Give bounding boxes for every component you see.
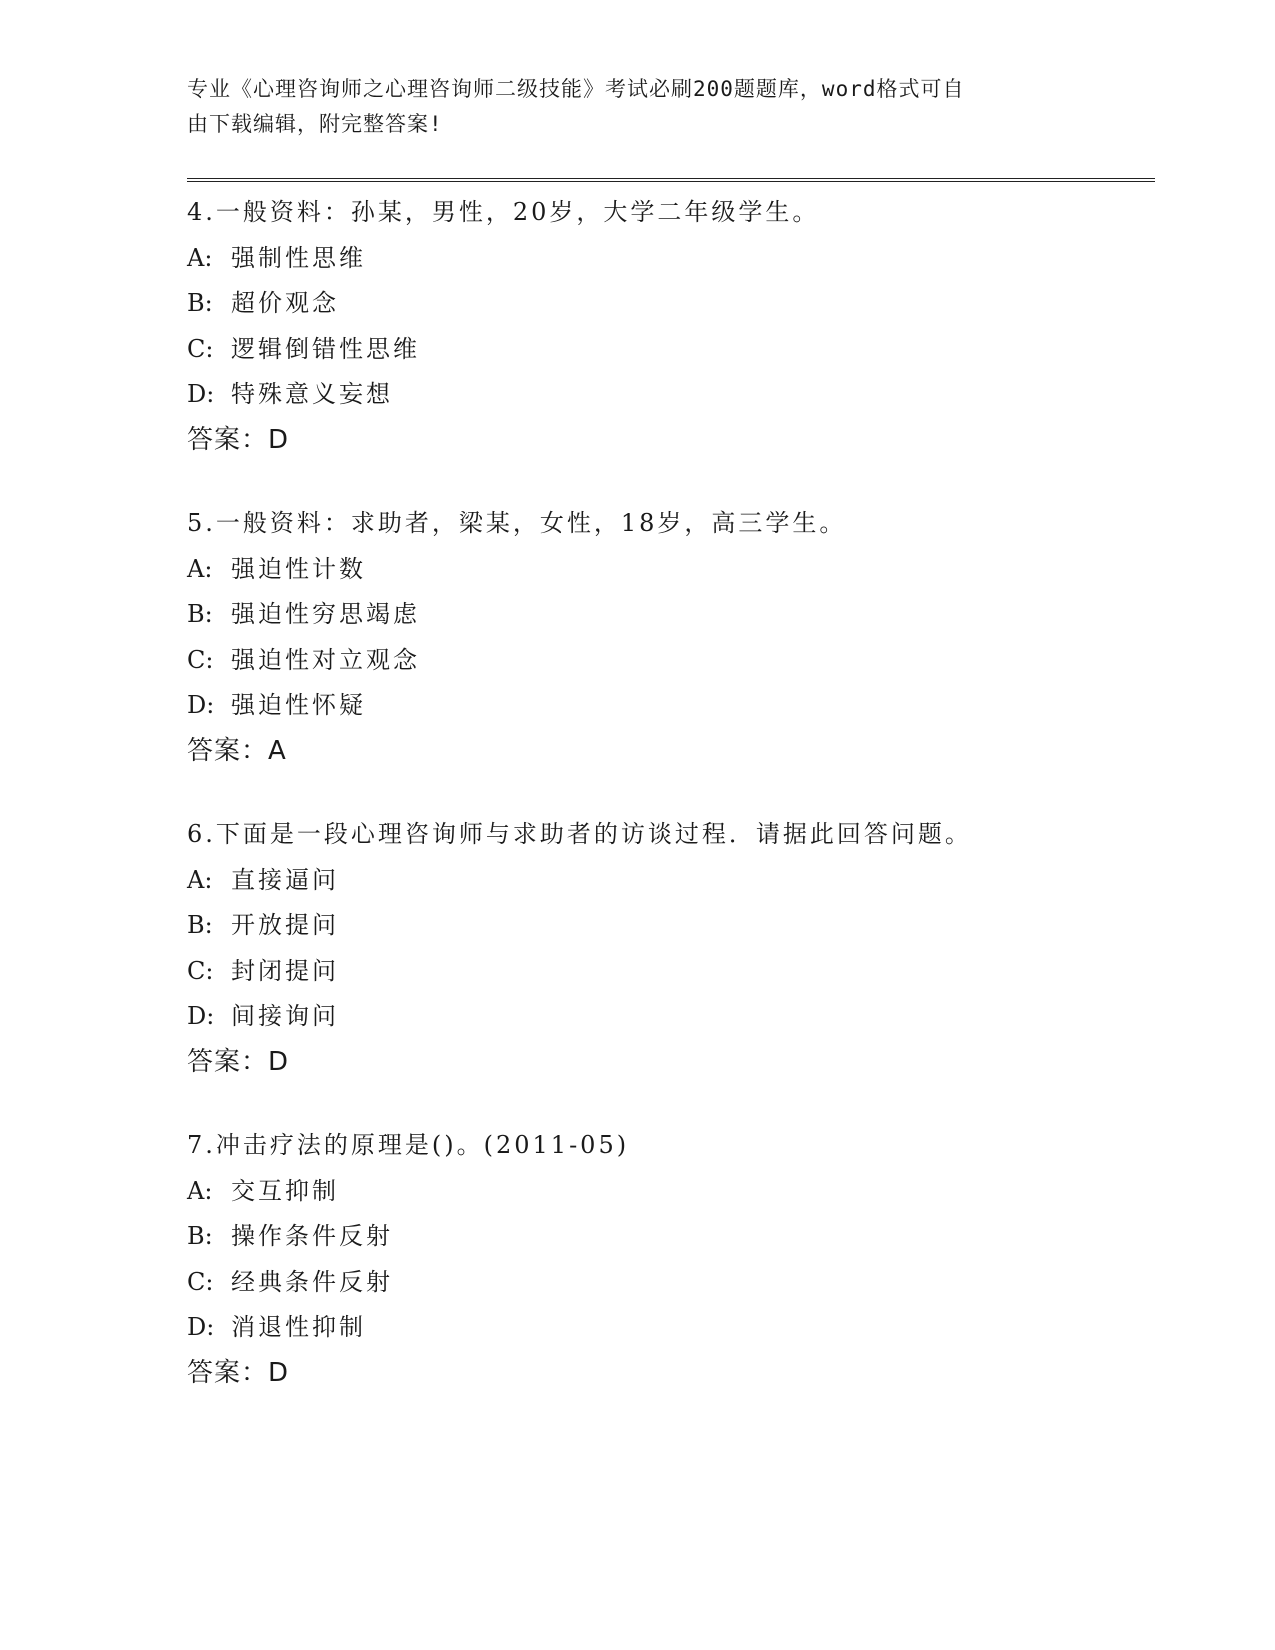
option-d (187, 994, 1155, 1040)
option-c (187, 638, 1155, 684)
option-text: 逻辑倒错性思维 (231, 334, 420, 363)
option-text: 经典条件反射 (231, 1267, 393, 1296)
option-letter: C: (187, 1267, 214, 1296)
option-a (187, 236, 1155, 282)
option-text: 交互抑制 (231, 1176, 339, 1205)
option-c (187, 1260, 1155, 1306)
answer-line: 答案：D (187, 1046, 290, 1077)
question-item (187, 1123, 1155, 1396)
option-a (187, 858, 1155, 904)
option-b (187, 903, 1155, 949)
option-b (187, 1214, 1155, 1260)
option-letter: C: (187, 956, 214, 985)
question-item (187, 190, 1155, 463)
option-a (187, 1169, 1155, 1215)
answer-line: 答案：D (187, 1357, 290, 1388)
option-text: 封闭提问 (231, 956, 339, 985)
option-text: 强迫性对立观念 (231, 645, 420, 674)
option-text: 特殊意义妄想 (231, 380, 393, 408)
option-b (187, 281, 1155, 327)
question-item (187, 501, 1155, 774)
question-stem: 4.一般资料：孙某，男性，20岁，大学二年级学生。 (187, 198, 820, 226)
document-header (187, 72, 1067, 142)
header-double-rule (187, 178, 1155, 182)
question-stem: 7.冲击疗法的原理是()。(2011-05) (187, 1131, 630, 1159)
option-text: 强迫性计数 (231, 554, 366, 583)
option-text: 强迫性穷思竭虑 (231, 600, 420, 628)
answer-line: 答案：D (187, 424, 290, 455)
question-item (187, 812, 1155, 1085)
option-text: 直接逼问 (231, 865, 339, 894)
option-text: 间接询问 (231, 1002, 339, 1030)
option-d (187, 1305, 1155, 1351)
option-letter: B: (187, 600, 213, 628)
option-c (187, 949, 1155, 995)
option-d (187, 683, 1155, 729)
option-letter: C: (187, 645, 214, 674)
option-letter: A: (187, 554, 213, 583)
header-line-1: 专业《心理咨询师之心理咨询师二级技能》考试必刷200题题库，word格式可自 (187, 77, 965, 101)
option-text: 开放提问 (231, 911, 339, 939)
option-letter: D: (187, 380, 215, 408)
option-letter: D: (187, 1313, 215, 1341)
option-letter: B: (187, 1222, 213, 1250)
question-stem: 6.下面是一段心理咨询师与求助者的访谈过程．请据此回答问题。 (187, 820, 972, 848)
option-letter: A: (187, 1176, 213, 1205)
option-c (187, 327, 1155, 373)
option-letter: D: (187, 691, 215, 719)
option-letter: B: (187, 289, 213, 317)
answer-line: 答案：A (187, 735, 287, 766)
option-text: 消退性抑制 (231, 1313, 366, 1341)
option-text: 强制性思维 (231, 243, 366, 272)
option-letter: A: (187, 243, 213, 272)
question-stem: 5.一般资料：求助者，梁某，女性，18岁，高三学生。 (187, 509, 847, 537)
option-text: 操作条件反射 (231, 1222, 393, 1250)
option-letter: A: (187, 865, 213, 894)
option-letter: C: (187, 334, 214, 363)
option-letter: B: (187, 911, 213, 939)
option-text: 超价观念 (231, 289, 339, 317)
option-b (187, 592, 1155, 638)
option-text: 强迫性怀疑 (231, 691, 366, 719)
header-line-2: 由下载编辑，附完整答案! (187, 112, 443, 136)
option-d (187, 372, 1155, 418)
question-list (187, 190, 1155, 1396)
option-letter: D: (187, 1002, 215, 1030)
option-a (187, 547, 1155, 593)
